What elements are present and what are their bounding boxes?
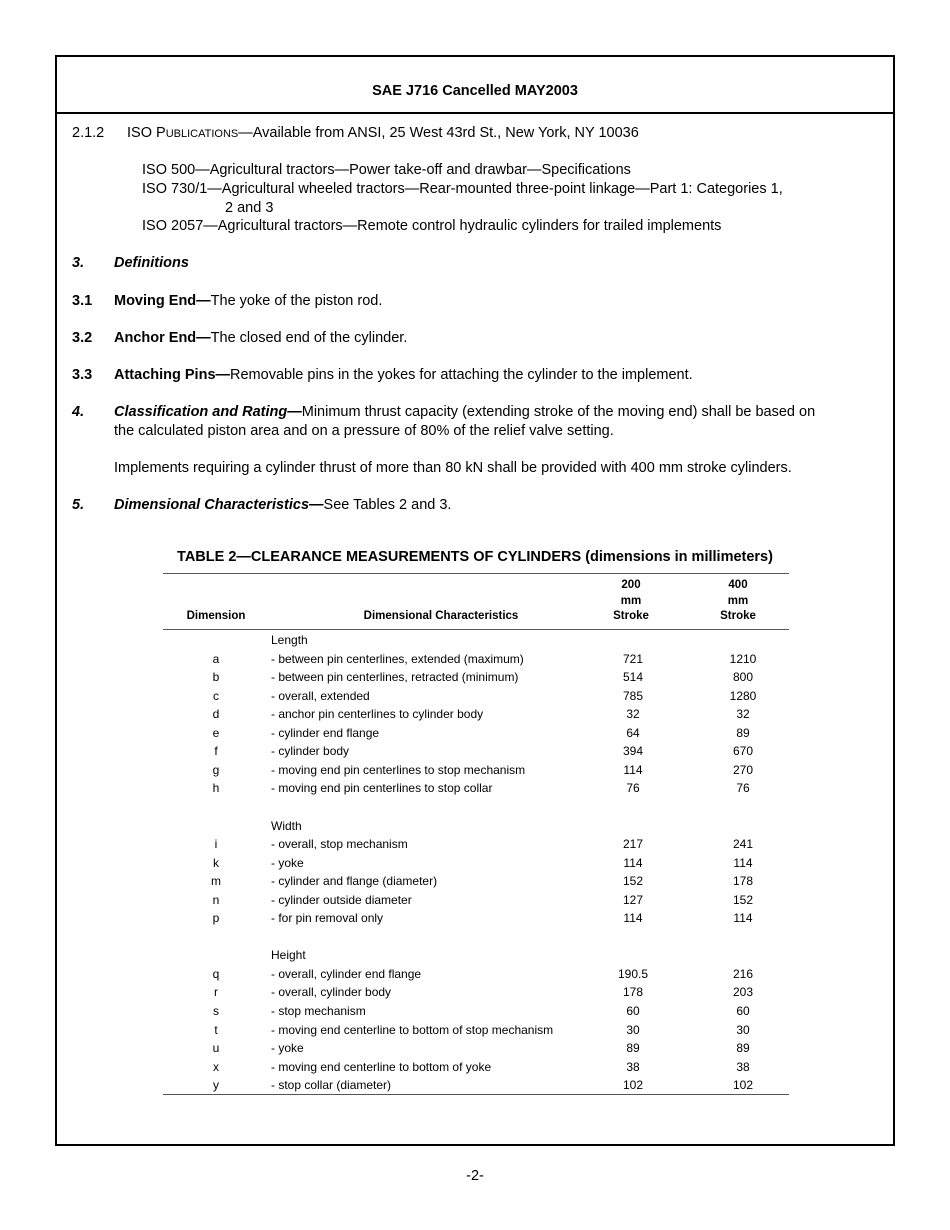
table-row <box>163 891 789 910</box>
col-header-line: mm <box>727 594 749 607</box>
table-row <box>163 872 789 891</box>
table-row <box>163 1076 789 1095</box>
cell-characteristic: - overall, cylinder end flange <box>271 966 422 981</box>
cell-dimension: d <box>212 707 220 722</box>
cell-200-stroke: 217 <box>622 837 644 852</box>
cell-200-stroke: 30 <box>626 1022 640 1037</box>
table-row <box>163 946 789 965</box>
cell-characteristic: - overall, stop mechanism <box>271 837 408 852</box>
col-header-characteristics: Dimensional Characteristics <box>363 610 519 622</box>
cell-characteristic: Length <box>271 633 308 647</box>
table-row <box>163 761 789 780</box>
table-row <box>163 835 789 854</box>
cell-dimension: t <box>214 1022 218 1037</box>
cell-dimension: f <box>214 744 218 759</box>
iso-heading-rest: —Available from ANSI, 25 West 43rd St., New York, NY 10036 <box>238 125 639 141</box>
cell-characteristic: - cylinder end flange <box>271 725 380 740</box>
section-number: 3.2 <box>72 330 93 346</box>
cell-400-stroke: 76 <box>736 781 750 796</box>
iso-heading-text <box>127 124 639 144</box>
cell-characteristic: - overall, extended <box>271 688 370 703</box>
cell-400-stroke: 89 <box>736 725 750 740</box>
table-row <box>163 983 789 1002</box>
cell-400-stroke: 1280 <box>729 688 757 703</box>
table-row <box>163 668 789 687</box>
cell-200-stroke: 114 <box>623 911 643 926</box>
table-row <box>163 1021 789 1040</box>
definition-text: The closed end of the cylinder. <box>210 330 408 346</box>
cell-400-stroke: 178 <box>732 874 754 889</box>
cell-characteristic: - anchor pin centerlines to cylinder body <box>271 707 484 722</box>
col-header-line: 400 <box>728 579 748 591</box>
table-row <box>163 965 789 984</box>
cell-characteristic: - between pin centerlines, retracted (minimum) <box>271 670 519 685</box>
cell-200-stroke: 32 <box>626 707 640 722</box>
table-row <box>163 817 789 836</box>
cell-400-stroke: 89 <box>736 1041 750 1056</box>
section-number: 3.3 <box>72 367 93 383</box>
table-title: TABLE 2—CLEARANCE MEASUREMENTS OF CYLINDERS (dimensions in millimeters) <box>177 549 773 565</box>
cell-dimension: c <box>213 688 219 703</box>
cell-dimension: e <box>212 725 220 740</box>
cell-characteristic: - moving end centerline to bottom of stop mechanism <box>271 1022 554 1037</box>
section-4-paragraph: Implements requiring a cylinder thrust of more than 80 kN shall be provided with 400 mm stroke cylinders. <box>114 460 792 476</box>
table-row <box>163 705 789 724</box>
section-4-line2: the calculated piston area and on a pressure of 80% of the relief valve setting. <box>114 423 614 439</box>
cell-400-stroke: 30 <box>736 1022 750 1037</box>
cell-200-stroke: 89 <box>626 1041 640 1056</box>
table-header-rule <box>163 629 789 630</box>
iso-item: ISO 730/1—Agricultural wheeled tractors—Rear-mounted three-point linkage—Part 1: Categories 1, <box>142 181 783 197</box>
cell-characteristic: - overall, cylinder body <box>271 985 392 1000</box>
section-term: Dimensional Characteristics— <box>114 497 324 513</box>
cell-dimension: i <box>214 837 218 852</box>
definition-term: Anchor End— <box>114 330 211 346</box>
cell-200-stroke: 721 <box>622 651 644 666</box>
cell-dimension: s <box>213 1004 219 1018</box>
section-text: See Tables 2 and 3. <box>323 497 452 513</box>
page-number: -2- <box>466 1168 484 1184</box>
cell-400-stroke: 800 <box>732 670 754 685</box>
col-header-dimension: Dimension <box>186 610 246 622</box>
cell-dimension: r <box>214 985 218 1000</box>
cell-dimension: g <box>212 762 220 777</box>
col-header-line: 200 <box>621 579 641 591</box>
table-row <box>163 724 789 743</box>
cell-400-stroke: 102 <box>732 1078 754 1093</box>
cell-dimension: x <box>213 1059 219 1074</box>
table-bottom-rule <box>163 1094 789 1095</box>
cell-characteristic: - yoke <box>271 855 304 870</box>
definition-text: Removable pins in the yokes for attaching the cylinder to the implement. <box>230 367 693 383</box>
table-row <box>163 1002 789 1021</box>
cell-400-stroke: 270 <box>732 762 754 777</box>
document-frame <box>55 55 895 1146</box>
header-title: SAE J716 Cancelled MAY2003 <box>372 83 578 99</box>
table-row <box>163 1058 789 1077</box>
cell-400-stroke: 152 <box>732 892 754 907</box>
iso-number: 2.1.2 <box>72 125 105 141</box>
cell-200-stroke: 178 <box>622 985 644 1000</box>
col-header-line: mm <box>620 594 642 607</box>
iso-item: ISO 500—Agricultural tractors—Power take-off and drawbar—Specifications <box>142 162 631 178</box>
col-header-200-stroke <box>601 578 661 625</box>
cell-200-stroke: 64 <box>626 725 640 740</box>
section-text: Minimum thrust capacity (extending stroke of the moving end) shall be based on <box>301 404 816 420</box>
table-row <box>163 854 789 873</box>
cell-200-stroke: 60 <box>626 1004 640 1018</box>
cell-200-stroke: 114 <box>623 855 643 870</box>
cell-characteristic: Height <box>271 948 306 963</box>
cell-400-stroke: 670 <box>732 744 754 759</box>
cell-400-stroke: 203 <box>732 985 754 1000</box>
cell-400-stroke: 32 <box>736 707 750 722</box>
iso-heading-smallcaps: UBLICATIONS <box>165 128 239 140</box>
table-top-rule <box>163 573 789 574</box>
section-number: 3. <box>72 255 85 271</box>
cell-200-stroke: 190.5 <box>617 966 649 981</box>
cell-400-stroke: 38 <box>736 1059 750 1074</box>
cell-200-stroke: 38 <box>626 1059 640 1074</box>
cell-200-stroke: 152 <box>622 874 644 889</box>
cell-characteristic: Width <box>271 818 302 833</box>
cell-dimension: h <box>212 781 220 796</box>
section-number: 3.1 <box>72 293 93 309</box>
cell-200-stroke: 114 <box>623 762 643 777</box>
cell-200-stroke: 76 <box>626 781 640 796</box>
col-header-400-stroke <box>708 578 768 625</box>
table-row <box>163 1039 789 1058</box>
cell-characteristic: - between pin centerlines, extended (maximum) <box>271 651 524 666</box>
cell-dimension: n <box>212 892 220 907</box>
section-number: 5. <box>72 497 85 513</box>
cell-characteristic: - cylinder outside diameter <box>271 892 412 907</box>
table-row <box>163 631 789 650</box>
cell-200-stroke: 785 <box>622 688 644 703</box>
cell-400-stroke: 1210 <box>729 651 757 666</box>
section-number: 4. <box>72 404 85 420</box>
cell-characteristic: - cylinder and flange (diameter) <box>271 874 438 889</box>
definition-text: The yoke of the piston rod. <box>210 293 383 309</box>
definition-term: Attaching Pins— <box>114 367 231 383</box>
definition-term: Moving End— <box>114 293 211 309</box>
cell-characteristic: - moving end centerline to bottom of yoke <box>271 1059 492 1074</box>
table-row <box>163 779 789 798</box>
table-row <box>163 928 789 947</box>
iso-item: ISO 2057—Agricultural tractors—Remote control hydraulic cylinders for trailed implements <box>142 218 722 234</box>
cell-400-stroke: 114 <box>733 855 753 870</box>
cell-400-stroke: 241 <box>732 837 754 852</box>
table-row <box>163 909 789 928</box>
col-header-line: Stroke <box>613 610 649 622</box>
cell-characteristic: - moving end pin centerlines to stop mechanism <box>271 762 526 777</box>
cell-400-stroke: 114 <box>733 911 753 926</box>
table-row <box>163 798 789 817</box>
table-row <box>163 742 789 761</box>
cell-dimension: u <box>212 1041 220 1056</box>
cell-dimension: m <box>211 874 221 889</box>
cell-characteristic: - stop collar (diameter) <box>271 1078 392 1093</box>
col-header-line: Stroke <box>720 610 756 622</box>
table-row <box>163 687 789 706</box>
cell-400-stroke: 216 <box>732 966 754 981</box>
iso-item-continuation: 2 and 3 <box>225 200 274 216</box>
cell-dimension: q <box>212 966 220 981</box>
table-row <box>163 650 789 669</box>
cell-dimension: p <box>212 911 220 926</box>
cell-characteristic: - yoke <box>271 1041 304 1056</box>
cell-dimension: a <box>212 651 220 666</box>
cell-dimension: b <box>212 670 220 685</box>
cell-dimension: y <box>213 1078 219 1093</box>
cell-200-stroke: 102 <box>622 1078 644 1093</box>
iso-heading-cap: ISO P <box>127 125 166 141</box>
section-title: Definitions <box>114 255 189 271</box>
cell-400-stroke: 60 <box>736 1004 750 1018</box>
cell-200-stroke: 127 <box>622 892 644 907</box>
cell-characteristic: - for pin removal only <box>271 911 384 926</box>
cell-characteristic: - moving end pin centerlines to stop collar <box>271 781 493 796</box>
cell-200-stroke: 514 <box>622 670 644 685</box>
cell-characteristic: - stop mechanism <box>271 1004 366 1018</box>
section-term: Classification and Rating— <box>114 404 302 420</box>
page-header <box>57 57 893 114</box>
cell-dimension: k <box>213 855 219 870</box>
cell-200-stroke: 394 <box>622 744 644 759</box>
cell-characteristic: - cylinder body <box>271 744 350 759</box>
